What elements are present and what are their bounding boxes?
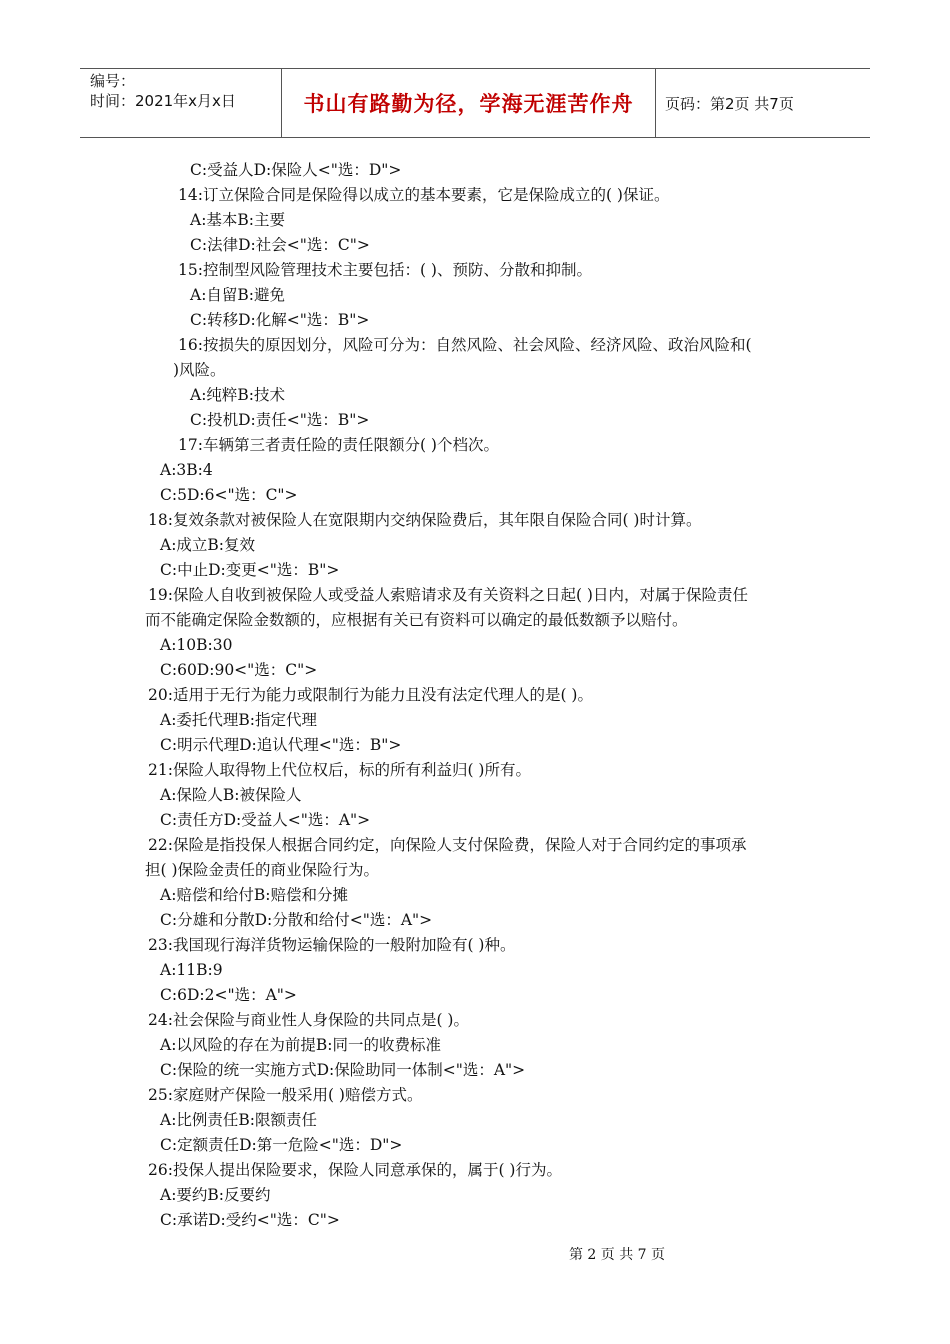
text-line: A:比例责任B:限额责任	[160, 1111, 318, 1129]
text-line: 而不能确定保险金数额的，应根据有关已有资料可以确定的最低数额予以赔付。	[145, 611, 688, 629]
header-motto: 书山有路勤为径，学海无涯苦作舟	[303, 92, 634, 116]
text-line: C:转移D:化解<"选：B">	[190, 311, 370, 329]
text-line: C:分雄和分散D:分散和给付<"选：A">	[160, 911, 433, 929]
text-line: A:基本B:主要	[190, 211, 286, 229]
header-page-cell	[655, 69, 870, 137]
header-page-label: 页码：第2页 共7页	[665, 94, 794, 113]
text-line: 14:订立保险合同是保险得以成立的基本要素，它是保险成立的( )保证。	[178, 186, 670, 204]
text-line: 23:我国现行海洋货物运输保险的一般附加险有( )种。	[148, 936, 516, 954]
text-line: A:委托代理B:指定代理	[160, 711, 318, 729]
text-line: C:法律D:社会<"选：C">	[190, 236, 370, 254]
header-meta	[80, 69, 282, 137]
text-line: C:保险的统一实施方式D:保险助同一体制<"选：A">	[160, 1061, 526, 1079]
text-line: A:成立B:复效	[160, 536, 256, 554]
text-line: 19:保险人自收到被保险人或受益人索赔请求及有关资料之日起( )日内，对属于保险责任	[148, 586, 748, 604]
text-line: 18:复效条款对被保险人在宽限期内交纳保险费后，其年限自保险合同( )时计算。	[148, 511, 702, 529]
text-line: C:5D:6<"选：C">	[160, 486, 298, 504]
text-line: C:责任方D:受益人<"选：A">	[160, 811, 371, 829]
text-line: C:受益人D:保险人<"选：D">	[190, 161, 402, 179]
text-line: A:11B:9	[160, 961, 223, 979]
text-line: 20:适用于无行为能力或限制行为能力且没有法定代理人的是( )。	[148, 686, 593, 704]
page-header	[80, 68, 870, 138]
text-line: 26:投保人提出保险要求，保险人同意承保的，属于( )行为。	[148, 1161, 562, 1179]
footer-page-number: 第 2 页 共 7 页	[568, 1247, 666, 1263]
text-line: A:以风险的存在为前提B:同一的收费标准	[160, 1036, 442, 1054]
document-number-label: 编号：	[90, 72, 136, 90]
document-time-label: 时间：2021年x月x日	[90, 92, 236, 110]
text-line: C:6D:2<"选：A">	[160, 986, 297, 1004]
text-line: 24:社会保险与商业性人身保险的共同点是( )。	[148, 1011, 469, 1029]
text-line: 15:控制型风险管理技术主要包括：( )、预防、分散和抑制。	[178, 261, 592, 279]
text-line: C:定额责任D:第一危险<"选：D">	[160, 1136, 403, 1154]
text-line: C:60D:90<"选：C">	[160, 661, 318, 679]
text-line: A:10B:30	[160, 636, 233, 654]
text-line: 25:家庭财产保险一般采用( )赔偿方式。	[148, 1086, 423, 1104]
text-line: 17:车辆第三者责任险的责任限额分( )个档次。	[178, 436, 499, 454]
text-line: 22:保险是指投保人根据合同约定，向保险人支付保险费，保险人对于合同约定的事项承	[148, 836, 747, 854]
text-line: A:赔偿和给付B:赔偿和分摊	[160, 886, 349, 904]
text-line: A:要约B:反要约	[160, 1186, 271, 1204]
header-motto-cell	[282, 69, 656, 137]
text-line: A:3B:4	[160, 461, 213, 479]
text-line: 16:按损失的原因划分，风险可分为：自然风险、社会风险、经济风险、政治风险和(	[178, 336, 752, 354]
text-line: 担( )保险金责任的商业保险行为。	[145, 861, 380, 879]
page-footer	[0, 1244, 950, 1264]
text-line: )风险。	[173, 361, 226, 379]
text-line: C:中止D:变更<"选：B">	[160, 561, 340, 579]
text-line: C:明示代理D:追认代理<"选：B">	[160, 736, 402, 754]
text-line: C:承诺D:受约<"选：C">	[160, 1211, 340, 1229]
text-line: A:保险人B:被保险人	[160, 786, 302, 804]
text-line: C:投机D:责任<"选：B">	[190, 411, 370, 429]
text-line: A:自留B:避免	[190, 286, 286, 304]
text-line: A:纯粹B:技术	[190, 386, 286, 404]
text-line: 21:保险人取得物上代位权后，标的所有利益归( )所有。	[148, 761, 531, 779]
